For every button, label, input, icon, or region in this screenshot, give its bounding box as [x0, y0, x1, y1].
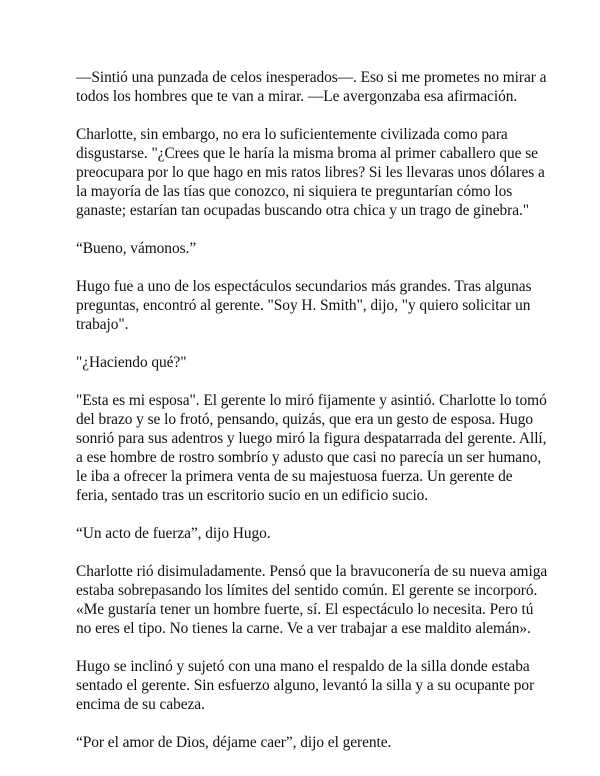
paragraph-4: Hugo fue a uno de los espectáculos secundarios más grandes. Tras algunas preguntas, encontró al gerente. "Soy H. Smith", dijo, "y quiero solicitar un trabajo".	[76, 278, 532, 333]
paragraph-9: Hugo se inclinó y sujetó con una mano el respaldo de la silla donde estaba sentado el gerente. Sin esfuerzo alguno, levantó la silla y a su ocupante por encima de su cabeza.	[76, 658, 535, 713]
paragraph-1: —Sintió una punzada de celos inesperados—. Eso si me prometes no mirar a todos los hombres que te van a mirar. —Le avergonzaba esa afirmación.	[76, 69, 547, 105]
paragraph-3: “Bueno, vámonos.”	[76, 240, 197, 257]
paragraph-7: “Un acto de fuerza”, dijo Hugo.	[76, 525, 271, 542]
paragraph-2: Charlotte, sin embargo, no era lo suficientemente civilizada como para disgustarse. "¿Crees que le haría la misma broma al primer caballero que se preocupara por lo que hago en mis ratos libres? Si les llevaras unos dólares a la mayoría de las tías que conozco, ni siquiera te preguntarían cómo los ganaste; estarían tan ocupadas buscando otra chica y un trago de ginebra."	[76, 126, 545, 219]
paragraph-8: Charlotte rió disimuladamente. Pensó que la bravuconería de su nueva amiga estaba sobrepasando los límites del sentido común. El gerente se incorporó. «Me gustaría tener un hombre fuerte, sí. El espectáculo lo necesita. Pero tú no eres el tipo. No tienes la carne. Ve a ver trabajar a ese maldito alemán».	[76, 563, 548, 637]
text-body	[76, 68, 548, 771]
paragraph-6: "Esta es mi esposa". El gerente lo miró fijamente y asintió. Charlotte lo tomó del brazo y se lo frotó, pensando, quizás, que era un gesto de esposa. Hugo sonrió para sus adentros y luego miró la figura despatarrada del gerente. Allí, a ese hombre de rostro sombrío y adusto que casi no parecía un ser humano, le iba a ofrecer la primera venta de su majestuosa fuerza. Un gerente de feria, sentado tras un escritorio sucio en un edificio sucio.	[76, 392, 547, 504]
paragraph-10: “Por el amor de Dios, déjame caer”, dijo el gerente.	[76, 734, 392, 751]
paragraph-5: "¿Haciendo qué?"	[76, 354, 187, 371]
